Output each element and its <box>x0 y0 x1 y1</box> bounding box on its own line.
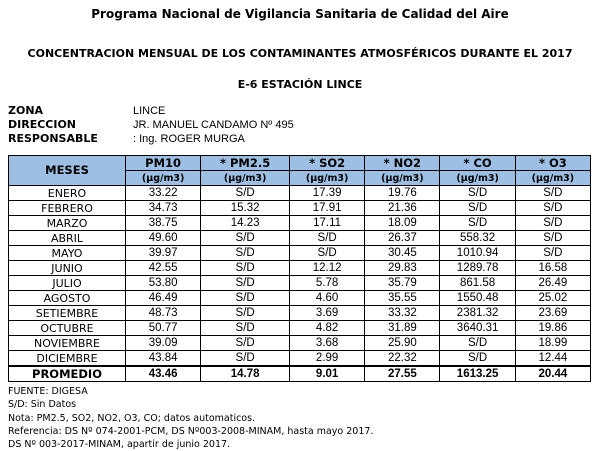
average-value: 14.78 <box>201 366 290 382</box>
unit-header: (µg/m3) <box>290 171 365 186</box>
average-value: 1613.25 <box>440 366 515 382</box>
value-cell: 17.91 <box>290 201 365 216</box>
value-cell: S/D <box>201 186 290 201</box>
month-cell: MAYO <box>9 246 126 261</box>
value-cell: 14.23 <box>201 216 290 231</box>
value-cell: S/D <box>440 351 515 367</box>
average-value: 9.01 <box>290 366 365 382</box>
value-cell: S/D <box>440 201 515 216</box>
pollutant-header: * NO2 <box>365 156 440 171</box>
month-cell: NOVIEMBRE <box>9 336 126 351</box>
average-value: 43.46 <box>126 366 201 382</box>
pollutant-header: PM10 <box>126 156 201 171</box>
value-cell: 12.44 <box>515 351 590 367</box>
program-title: Programa Nacional de Vigilancia Sanitaria de Calidad del Aire <box>91 7 509 21</box>
unit-header: (µg/m3) <box>201 171 290 186</box>
station-title: E-6 ESTACIÓN LINCE <box>237 78 363 91</box>
value-cell: S/D <box>201 276 290 291</box>
average-row <box>9 366 591 382</box>
month-cell: FEBRERO <box>9 201 126 216</box>
footnote: S/D: Sin Datos <box>8 399 77 411</box>
pollutant-header: * O3 <box>515 156 590 171</box>
value-cell: S/D <box>201 321 290 336</box>
value-cell: 35.55 <box>365 291 440 306</box>
value-cell: S/D <box>201 291 290 306</box>
value-cell: 3.68 <box>290 336 365 351</box>
value-cell: S/D <box>201 231 290 246</box>
report-title: CONCENTRACION MENSUAL DE LOS CONTAMINANTES ATMOSFÉRICOS DURANTE EL 2017 <box>27 47 573 60</box>
value-cell: 34.73 <box>126 201 201 216</box>
value-cell: S/D <box>290 246 365 261</box>
value-cell: 33.22 <box>126 186 201 201</box>
value-cell: S/D <box>515 201 590 216</box>
average-label: PROMEDIO <box>9 366 126 382</box>
value-cell: S/D <box>440 336 515 351</box>
value-cell: 4.82 <box>290 321 365 336</box>
value-cell: 49.60 <box>126 231 201 246</box>
footnote: DS Nº 003-2017-MINAM, apartir de junio 2017. <box>8 439 231 451</box>
value-cell: 19.76 <box>365 186 440 201</box>
value-cell: 2.99 <box>290 351 365 367</box>
value-cell: 46.49 <box>126 291 201 306</box>
value-cell: 1289.78 <box>440 261 515 276</box>
value-cell: 17.39 <box>290 186 365 201</box>
value-cell: S/D <box>201 351 290 367</box>
value-cell: 17.11 <box>290 216 365 231</box>
unit-header: (µg/m3) <box>515 171 590 186</box>
value-cell: S/D <box>515 246 590 261</box>
table-row <box>9 186 591 201</box>
month-cell: DICIEMBRE <box>9 351 126 367</box>
value-cell: S/D <box>515 216 590 231</box>
value-cell: 861.58 <box>440 276 515 291</box>
value-cell: 21.36 <box>365 201 440 216</box>
info-value: LINCE <box>133 105 166 117</box>
unit-header: (µg/m3) <box>126 171 201 186</box>
average-value: 27.55 <box>365 366 440 382</box>
value-cell: 39.09 <box>126 336 201 351</box>
value-cell: 23.69 <box>515 306 590 321</box>
value-cell: 35.79 <box>365 276 440 291</box>
month-cell: ABRIL <box>9 231 126 246</box>
value-cell: 1550.48 <box>440 291 515 306</box>
info-label: ZONA <box>8 104 44 117</box>
value-cell: S/D <box>290 231 365 246</box>
info-value: JR. MANUEL CANDAMO Nº 495 <box>133 119 294 131</box>
average-value: 20.44 <box>515 366 590 382</box>
pollutant-header: * PM2.5 <box>201 156 290 171</box>
value-cell: 39.97 <box>126 246 201 261</box>
month-cell: SETIEMBRE <box>9 306 126 321</box>
table-row <box>9 291 591 306</box>
table-row <box>9 336 591 351</box>
meses-header: MESES <box>9 156 126 186</box>
table-row <box>9 231 591 246</box>
table-row <box>9 306 591 321</box>
table-row <box>9 321 591 336</box>
value-cell: 25.90 <box>365 336 440 351</box>
info-label: DIRECCION <box>8 118 77 131</box>
month-cell: OCTUBRE <box>9 321 126 336</box>
value-cell: 19.86 <box>515 321 590 336</box>
footnote: Nota: PM2.5, SO2, NO2, O3, CO; datos automaticos. <box>8 412 256 424</box>
value-cell: 43.84 <box>126 351 201 367</box>
value-cell: 53.80 <box>126 276 201 291</box>
value-cell: 3640.31 <box>440 321 515 336</box>
table-row <box>9 276 591 291</box>
table-row <box>9 261 591 276</box>
value-cell: 26.49 <box>515 276 590 291</box>
value-cell: 25.02 <box>515 291 590 306</box>
value-cell: 33.32 <box>365 306 440 321</box>
value-cell: 15.32 <box>201 201 290 216</box>
footnote: FUENTE: DIGESA <box>8 386 88 397</box>
value-cell: 31.89 <box>365 321 440 336</box>
table-row <box>9 201 591 216</box>
value-cell: 4.60 <box>290 291 365 306</box>
info-value: : Ing. ROGER MURGA <box>133 133 245 145</box>
value-cell: S/D <box>201 261 290 276</box>
value-cell: 48.73 <box>126 306 201 321</box>
value-cell: 38.75 <box>126 216 201 231</box>
value-cell: 30.45 <box>365 246 440 261</box>
value-cell: 18.09 <box>365 216 440 231</box>
value-cell: S/D <box>515 186 590 201</box>
pollutant-table <box>8 155 591 382</box>
table-row <box>9 351 591 367</box>
month-cell: ENERO <box>9 186 126 201</box>
month-cell: AGOSTO <box>9 291 126 306</box>
table-row <box>9 246 591 261</box>
month-cell: MARZO <box>9 216 126 231</box>
pollutant-header: * SO2 <box>290 156 365 171</box>
unit-header: (µg/m3) <box>365 171 440 186</box>
footnotes <box>8 385 373 451</box>
value-cell: S/D <box>201 246 290 261</box>
unit-header: (µg/m3) <box>440 171 515 186</box>
value-cell: S/D <box>201 306 290 321</box>
value-cell: 50.77 <box>126 321 201 336</box>
month-cell: JUNIO <box>9 261 126 276</box>
value-cell: 3.69 <box>290 306 365 321</box>
value-cell: 558.32 <box>440 231 515 246</box>
value-cell: 26.37 <box>365 231 440 246</box>
value-cell: S/D <box>201 336 290 351</box>
value-cell: 22.32 <box>365 351 440 367</box>
value-cell: 1010.94 <box>440 246 515 261</box>
value-cell: 12.12 <box>290 261 365 276</box>
value-cell: S/D <box>515 231 590 246</box>
value-cell: 5.78 <box>290 276 365 291</box>
value-cell: 16.58 <box>515 261 590 276</box>
table-row <box>9 216 591 231</box>
value-cell: 2381.32 <box>440 306 515 321</box>
value-cell: 42.55 <box>126 261 201 276</box>
pollutant-header: * CO <box>440 156 515 171</box>
footnote: Referencia: DS Nº 074-2001-PCM, DS Nº003-2008-MINAM, hasta mayo 2017. <box>8 425 374 437</box>
month-cell: JULIO <box>9 276 126 291</box>
value-cell: S/D <box>440 186 515 201</box>
value-cell: 29.83 <box>365 261 440 276</box>
value-cell: 18.99 <box>515 336 590 351</box>
info-label: RESPONSABLE <box>8 132 98 145</box>
value-cell: S/D <box>440 216 515 231</box>
